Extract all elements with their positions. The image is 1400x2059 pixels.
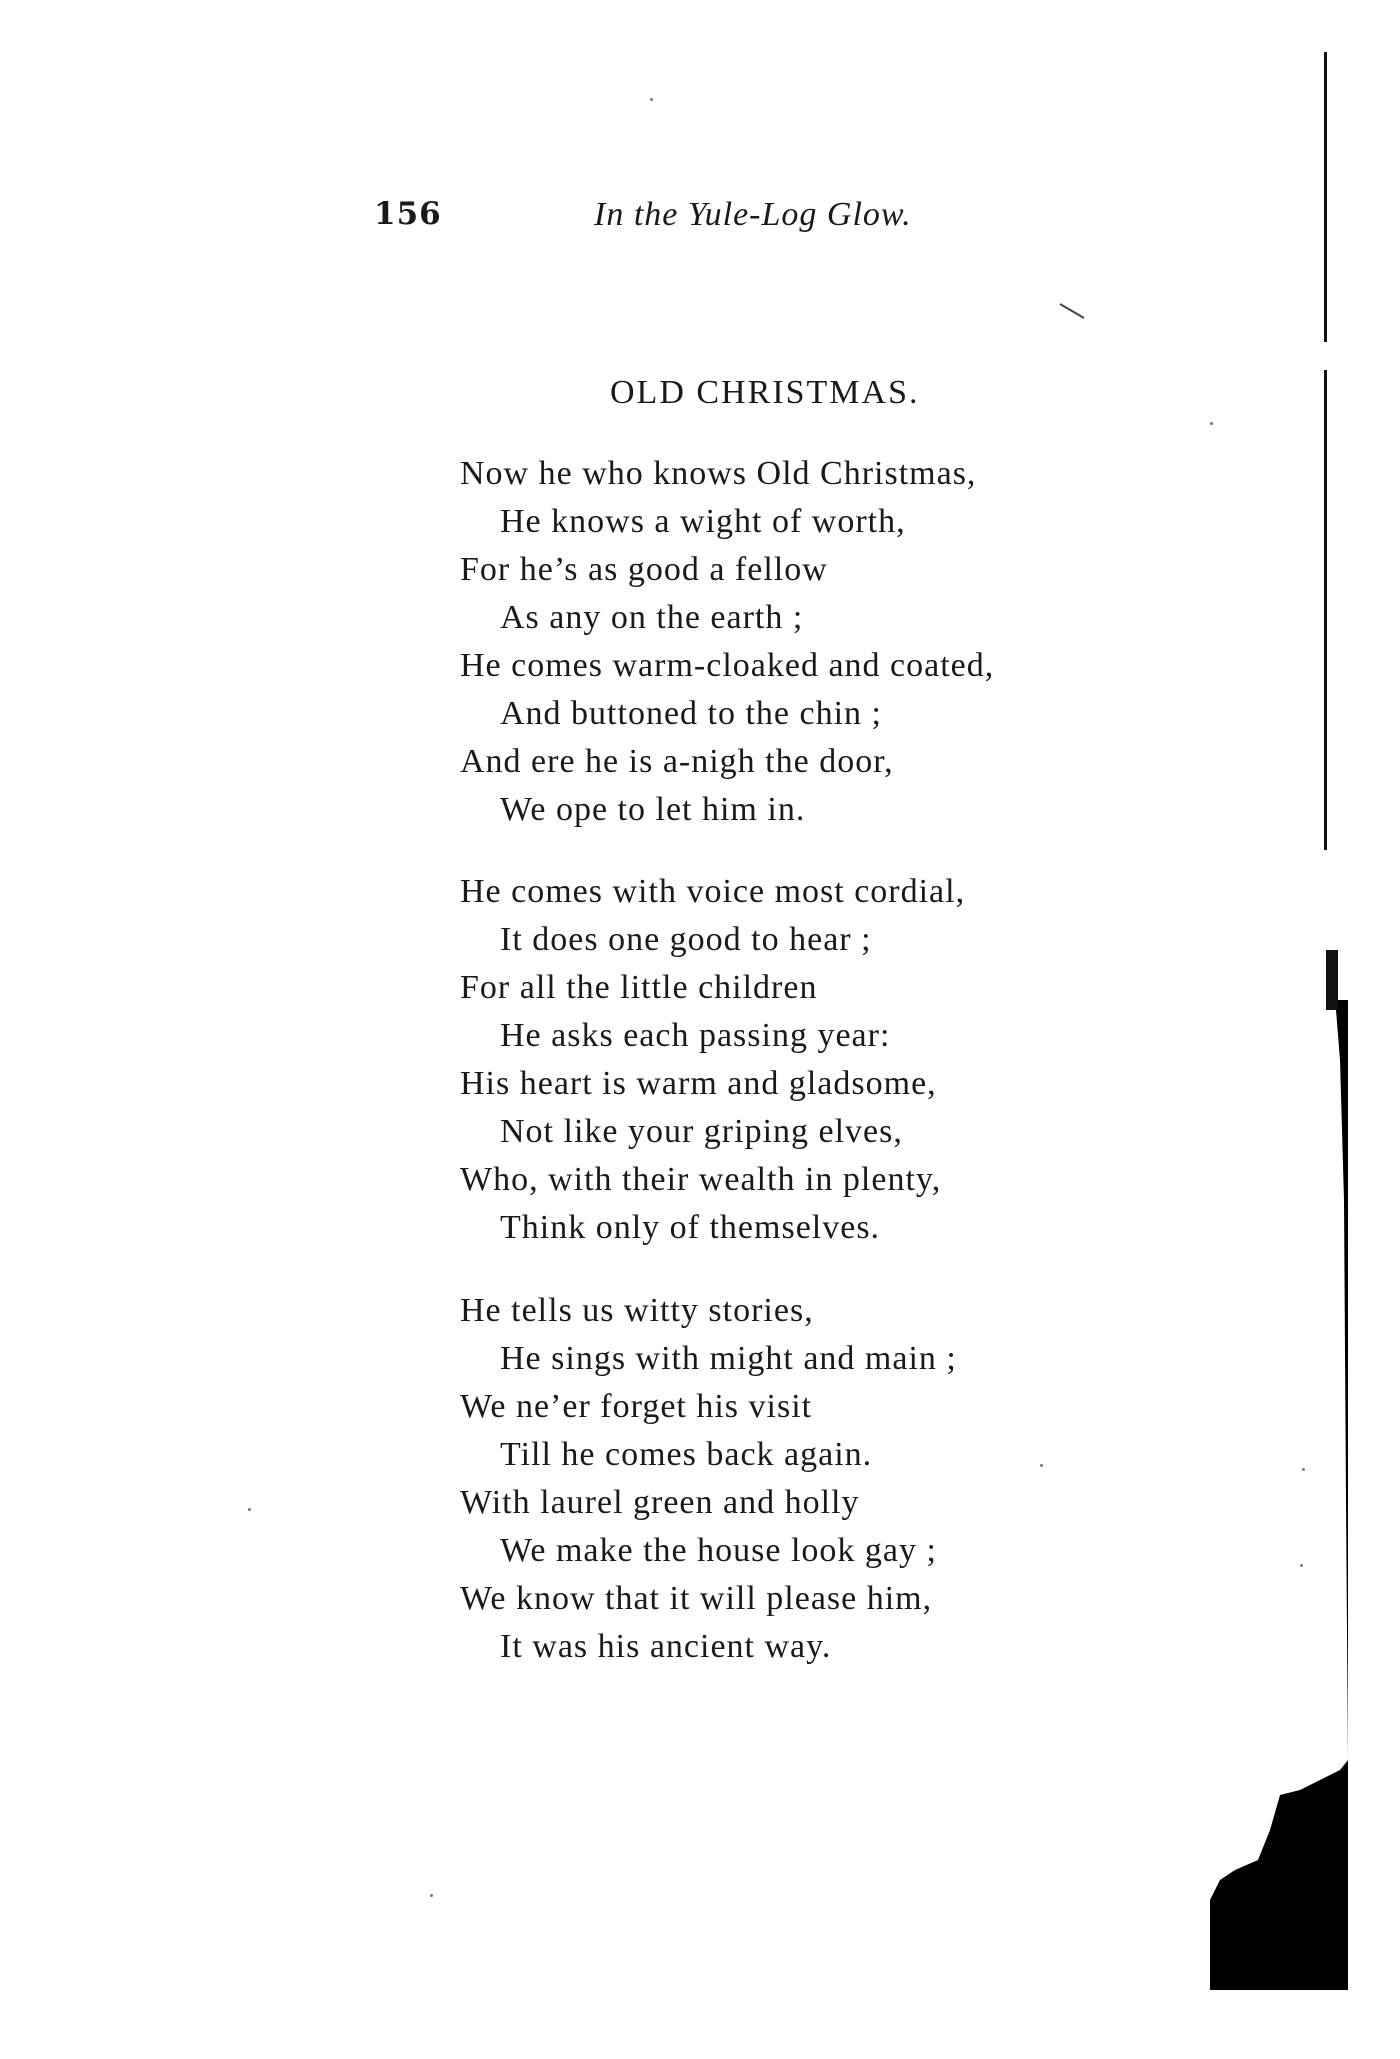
running-title: In the Yule-Log Glow. <box>594 196 912 233</box>
poem-line: We ne’er forget his visit <box>460 1388 813 1425</box>
scan-speck <box>1040 1464 1043 1467</box>
binding-shadow <box>1140 0 1400 2059</box>
poem-line: Who, with their wealth in plenty, <box>460 1161 942 1198</box>
poem-line: For he’s as good a fellow <box>460 551 828 588</box>
gutter-line-middle <box>1324 370 1327 850</box>
poem-line: It was his ancient way. <box>500 1628 832 1665</box>
scan-speck <box>430 1894 433 1897</box>
poem-title: OLD CHRISTMAS. <box>610 374 920 411</box>
poem-line: We know that it will please him, <box>460 1580 933 1617</box>
poem-line: He comes with voice most cordial, <box>460 873 966 910</box>
poem-line: He knows a wight of worth, <box>500 503 906 540</box>
poem-line: He comes warm-cloaked and coated, <box>460 647 995 684</box>
poem-line: He tells us witty stories, <box>460 1292 814 1329</box>
scan-speck <box>1300 1564 1303 1567</box>
page-number: 156 <box>374 196 442 232</box>
stray-mark <box>1058 300 1088 324</box>
poem-line: With laurel green and holly <box>460 1484 860 1521</box>
poem-line: It does one good to hear ; <box>500 921 872 958</box>
stanza <box>460 450 994 834</box>
poem-line: Think only of themselves. <box>500 1209 881 1246</box>
stanza <box>460 868 965 1252</box>
gutter-shadow <box>1210 1000 1348 1990</box>
scan-speck <box>1210 422 1213 425</box>
poem-line: He sings with might and main ; <box>500 1340 957 1377</box>
poem-line: We make the house look gay ; <box>500 1532 937 1569</box>
running-head <box>374 196 1014 246</box>
scan-speck <box>1302 1468 1305 1471</box>
poem-line: He asks each passing year: <box>500 1017 891 1054</box>
gutter-line-lower <box>1326 950 1338 1010</box>
poem-line: And ere he is a-nigh the door, <box>460 743 894 780</box>
poem-line: Now he who knows Old Christmas, <box>460 455 977 492</box>
poem-line: Till he comes back again. <box>500 1436 873 1473</box>
scan-speck <box>650 98 653 101</box>
scan-speck <box>248 1508 251 1511</box>
poem-line: Not like your griping elves, <box>500 1113 903 1150</box>
poem-line: His heart is warm and gladsome, <box>460 1065 937 1102</box>
poem-line: And buttoned to the chin ; <box>500 695 883 732</box>
poem-line: As any on the earth ; <box>500 599 804 636</box>
stanza <box>460 1287 957 1671</box>
gutter-line-upper <box>1324 52 1327 342</box>
poem-line: For all the little children <box>460 969 818 1006</box>
poem-line: We ope to let him in. <box>500 791 806 828</box>
